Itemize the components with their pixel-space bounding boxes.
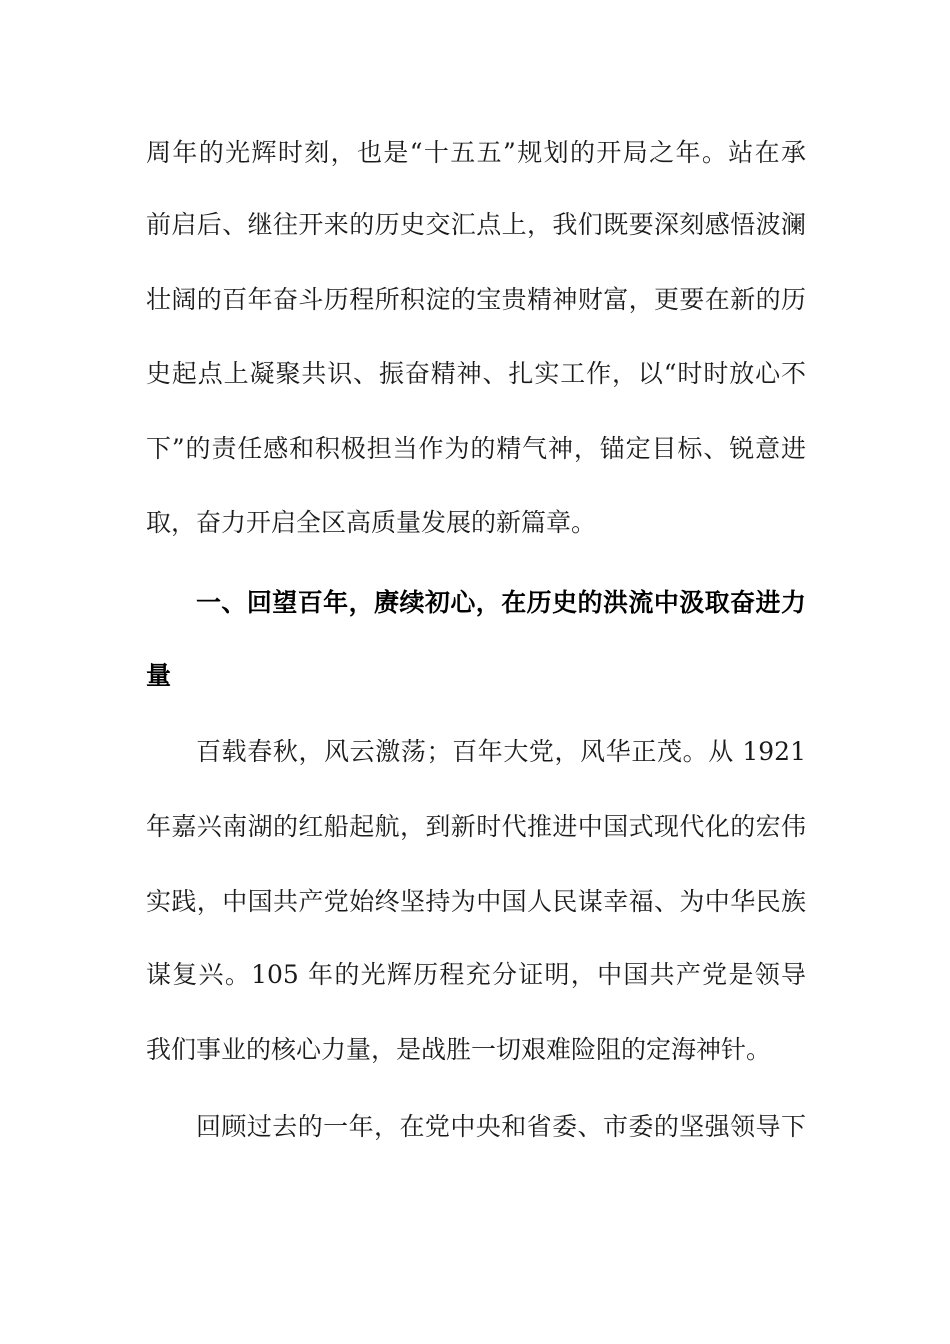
paragraph-2-line-4: 谋复兴。105 年的光辉历程充分证明，中国共产党是领导 [146,960,806,989]
paragraph-1-line-5: 下”的责任感和积极担当作为的精气神，锚定目标、锐意进 [146,434,806,463]
paragraph-1-line-1: 周年的光辉时刻，也是“十五五”规划的开局之年。站在承 [146,138,806,167]
paragraph-2-line-3: 实践，中国共产党始终坚持为中国人民谋幸福、为中华民族 [146,887,806,916]
paragraph-1-line-2: 前启后、继往开来的历史交汇点上，我们既要深刻感悟波澜 [146,210,806,239]
paragraph-2-line-5: 我们事业的核心力量，是战胜一切艰难险阻的定海神针。 [146,1035,772,1064]
paragraph-2-line-2: 年嘉兴南湖的红船起航，到新时代推进中国式现代化的宏伟 [146,812,806,841]
paragraph-1-line-4: 史起点上凝聚共识、振奋精神、扎实工作，以“时时放心不 [146,359,806,388]
paragraph-3-line-1: 回顾过去的一年，在党中央和省委、市委的坚强领导下 [196,1112,806,1141]
paragraph-1-line-3: 壮阔的百年奋斗历程所积淀的宝贵精神财富，更要在新的历 [146,285,806,314]
paragraph-1-line-6: 取，奋力开启全区高质量发展的新篇章。 [146,508,597,537]
section-heading-line-2: 量 [146,661,172,690]
section-heading-line-1: 一、回望百年，赓续初心，在历史的洪流中汲取奋进力 [196,588,806,617]
paragraph-2-line-1: 百载春秋，风云激荡；百年大党，风华正茂。从 1921 [196,737,806,766]
